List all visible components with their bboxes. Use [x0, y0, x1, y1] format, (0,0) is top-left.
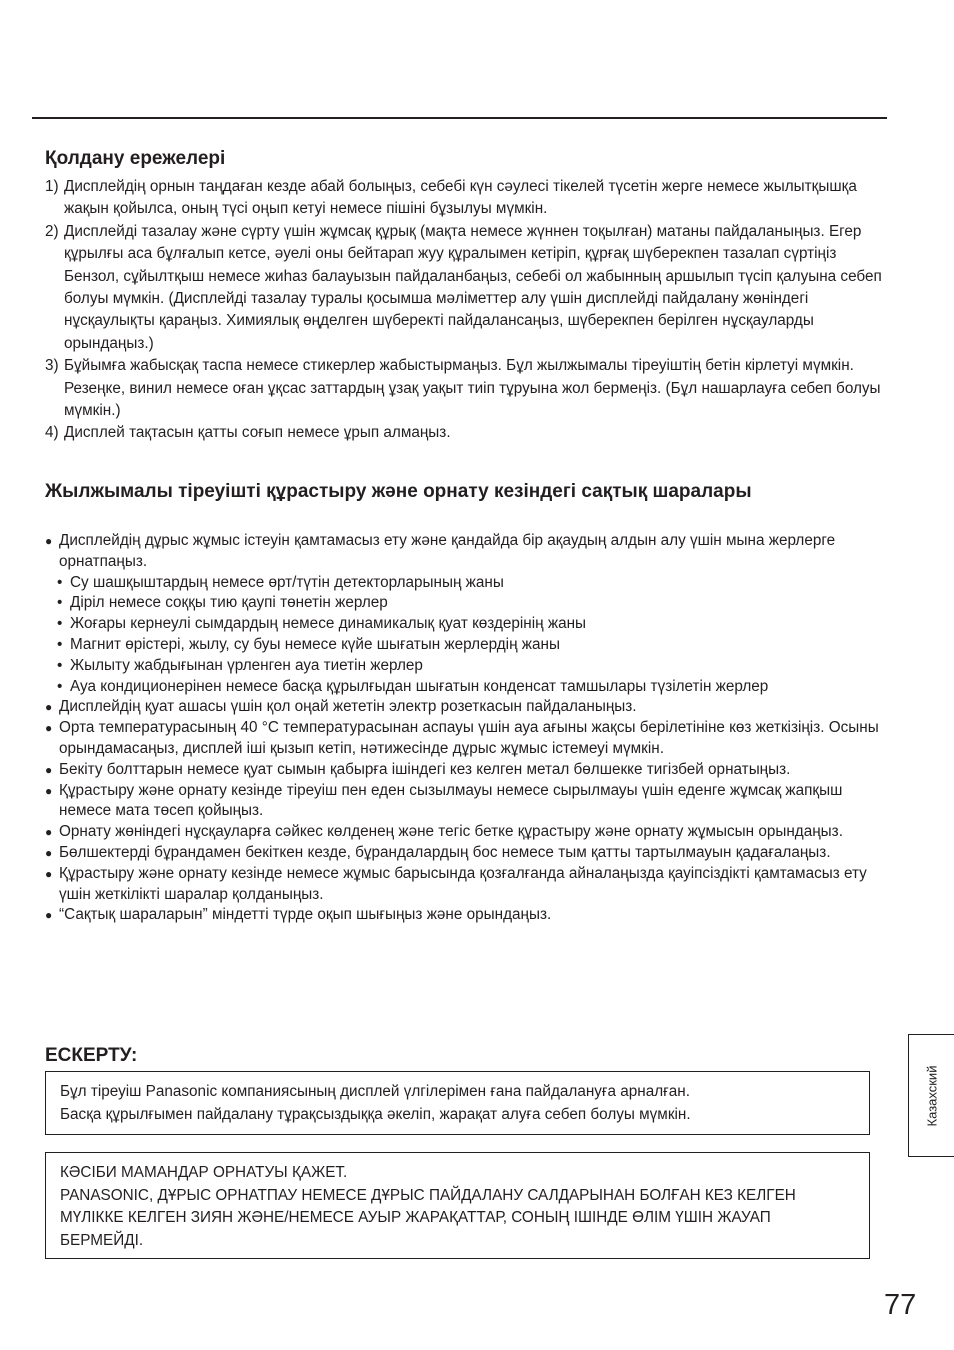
list-item	[45, 697, 885, 718]
item-text: Құрастыру және орнату кезінде тіреуіш пен еден сызылмауы немесе сырылмауы үшін еденге жұмсақ жапқыш немесе мата төсеп қойыңыз.	[59, 781, 843, 820]
sub-list-item	[45, 573, 885, 594]
bullet-icon: ●	[45, 845, 53, 860]
usage-rules-list	[45, 176, 885, 445]
item-text: Дисплейді тазалау және сүрту үшін жұмсақ құрық (мақта немесе жүннен тоқылған) матаны пайдаланыңыз. Егер құрылғы аса бұлғалып кетсе, әуелі оны бейтарап жуу құралымен кетіріп, құрғақ шүберекпен тазалап сүртіңіз Бензол, сұйылтқыш немесе жиһаз балауызын пайдаланбаңыз, себебі ол жабынның аршылып түсіп қалуына себеп болуы мүмкін. (Дисплейді тазалау туралы қосымша мәліметтер алу үшін дисплейді пайдалану жөніндегі нұсқаулықты қараңыз. Химиялық өңделген шүберекті пайдалансаңыз, шүберекпен берілген нұсқауларды орындаңыз.)	[64, 222, 882, 352]
install-precautions-list	[45, 531, 885, 926]
item-number: 2)	[45, 222, 59, 240]
item-text: Құрастыру және орнату кезінде немесе жұмыс барысында қозғалғанда айналаңызда қауіпсіздікті қамтамасыз ету үшін жеткілікті шаралар қолданыңыз.	[59, 864, 867, 903]
sub-bullet-icon: •	[57, 656, 63, 674]
bullet-icon: ●	[45, 534, 53, 548]
sub-list-item	[45, 677, 885, 698]
sub-item-text: Магнит өрістері, жылу, су буы немесе күйе шығатын жерлердің жаны	[70, 635, 560, 653]
language-label: Казахский	[924, 1065, 939, 1126]
list-item	[45, 355, 885, 422]
note-line: Басқа құрылғымен пайдалану тұрақсыздыққа әкеліп, жарақат алуға себеп болуы мүмкін.	[60, 1105, 691, 1123]
bullet-icon: ●	[45, 700, 53, 715]
item-text: Бекіту болттарын немесе қуат сымын қабырға ішіндегі кез келген метал бөлшекке тигізбей орнатыңыз.	[59, 760, 791, 778]
sub-list-item	[45, 614, 885, 635]
top-divider	[32, 117, 887, 119]
item-number: 4)	[45, 424, 59, 442]
sub-item-text: Ауа кондиционерінен немесе басқа құрылғыдан шығатын конденсат тамшылары түзілетін жерлер	[70, 677, 769, 695]
bullet-icon: ●	[45, 783, 53, 798]
list-item	[45, 781, 885, 823]
language-side-tab	[908, 1034, 954, 1157]
item-text: Дисплейдің орнын таңдаған кезде абай болыңыз, себебі күн сәулесі тікелей түсетін жерге немесе жылытқышқа жақын қойылса, оның түсі оңып кетуі немесе пішіні бұзылуы мүмкін.	[64, 178, 857, 218]
bullet-icon: ●	[45, 866, 53, 881]
item-text: Дисплей тақтасын қатты соғып немесе ұрып алмаңыз.	[64, 424, 451, 442]
sub-bullet-icon: •	[57, 635, 63, 653]
item-text: Бұйымға жабысқақ таспа немесе стикерлер жабыстырмаңыз. Бұл жылжымалы тіреуіштің бетін кірлетуі мүмкін. Резеңке, винил немесе оған ұқсас заттардың ұзақ уақыт тиіп тұруына жол бермеңіз. (Бұл нашарлауға себеп болуы мүмкін.)	[64, 357, 881, 420]
page-number: 77	[884, 1289, 917, 1321]
bullet-icon: ●	[45, 825, 53, 840]
sub-item-text: Діріл немесе соққы тию қаупі төнетін жерлер	[70, 594, 388, 612]
item-number: 1)	[45, 178, 59, 195]
section-heading-note: ЕСКЕРТУ:	[45, 1045, 138, 1066]
sub-list-item	[45, 656, 885, 677]
avoid-locations-list	[59, 573, 885, 698]
sub-list-item	[45, 593, 885, 614]
item-text: Дисплейдің қуат ашасы үшін қол оңай жететін электр розеткасын пайдаланыңыз.	[59, 698, 637, 716]
item-text: Дисплейдің дұрыс жұмыс істеуін қамтамасыз ету және қандайда бір ақаудың алдын алу үшін мына жерлерге орнатпаңыз.	[59, 532, 836, 570]
bullet-icon: ●	[45, 762, 53, 777]
list-item	[45, 822, 885, 843]
bullet-icon: ●	[45, 908, 53, 923]
list-item	[45, 422, 885, 444]
warning-line: КӘСІБИ МАМАНДАР ОРНАТУЫ ҚАЖЕТ.	[60, 1164, 348, 1181]
section-heading-install-precautions: Жылжымалы тіреуішті құрастыру және орнату кезіндегі сақтық шаралары	[45, 481, 752, 502]
sub-bullet-icon: •	[57, 615, 63, 633]
list-item	[45, 718, 885, 760]
list-item	[45, 221, 885, 355]
list-item	[45, 864, 885, 906]
list-item	[45, 760, 885, 781]
item-text: Орта температурасының 40 °C температурасынан аспауы үшін ауа ағыны жақсы берілетініне көз жеткізіңіз. Осыны орындамасаңыз, дисплей іші қызып кетіп, нәтижесінде дұрыс жұмыс істемеуі мүмкін.	[59, 719, 879, 757]
sub-item-text: Жоғары кернеулі сымдардың немесе динамикалық қуат көздерінің жаны	[70, 615, 587, 633]
list-item	[45, 531, 885, 697]
sub-bullet-icon: •	[57, 573, 63, 591]
section-heading-usage-rules: Қолдану ережелері	[45, 148, 226, 169]
sub-item-text: Су шашқыштардың немесе өрт/түтін детекторларының жаны	[70, 573, 504, 591]
list-item	[45, 905, 885, 926]
bullet-icon: ●	[45, 721, 53, 736]
list-item	[45, 176, 885, 221]
warning-box	[45, 1152, 870, 1259]
list-item	[45, 843, 885, 864]
item-number: 3)	[45, 357, 59, 375]
sub-bullet-icon: •	[57, 594, 63, 612]
item-text: Бөлшектерді бұрандамен бекіткен кезде, бұрандалардың бос немесе тым қатты тартылмауын қадағалаңыз.	[59, 843, 831, 861]
note-line: Бұл тіреуіш Panasonic компаниясының дисплей үлгілерімен ғана пайдалануға арналған.	[60, 1083, 690, 1100]
sub-bullet-icon: •	[57, 677, 63, 695]
sub-item-text: Жылыту жабдығынан үрленген ауа тиетін жерлер	[70, 656, 423, 674]
note-box	[45, 1071, 870, 1135]
sub-list-item	[45, 635, 885, 656]
item-text: Орнату жөніндегі нұсқауларға сәйкес көлденең және тегіс бетке құрастыру және орнату жұмысын орындаңыз.	[59, 823, 843, 841]
item-text: “Сақтық шараларын” міндетті түрде оқып шығыңыз және орындаңыз.	[59, 906, 552, 924]
warning-line: PANASONIC, ДҰРЫС ОРНАТПАУ НЕМЕСЕ ДҰРЫС ПАЙДАЛАНУ САЛДАРЫНАН БОЛҒАН КЕЗ КЕЛГЕН МҮЛІККЕ КЕЛГЕН ЗИЯН ЖӘНЕ/НЕМЕСЕ АУЫР ЖАРАҚАТТАР, СОНЫҢ ІШІНДЕ ӨЛІМ ҮШІН ЖАУАП БЕРМЕЙДІ.	[60, 1186, 796, 1249]
